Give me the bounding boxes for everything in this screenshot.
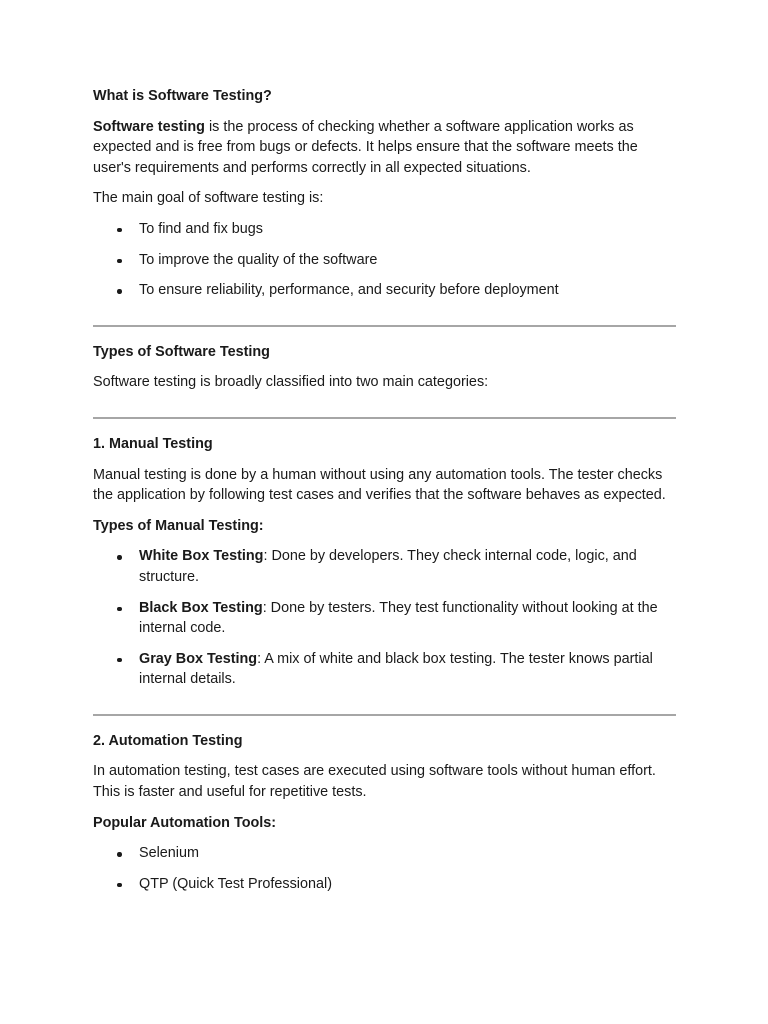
- section-title-manual-testing: 1. Manual Testing: [93, 435, 213, 452]
- list-item: QTP (Quick Test Professional): [93, 874, 676, 895]
- list-item-desc: : Done by developers. They check internal code, logic, and structure.: [139, 548, 637, 585]
- manual-testing-text: Manual testing is done by a human without using any automation tools. The tester checks the application by following test cases and verifies that the software behaves as expected.: [93, 466, 666, 504]
- automation-tools-list: [93, 843, 676, 894]
- section-title-types: Types of Software Testing: [93, 343, 270, 360]
- list-item-term: Black Box Testing: [139, 599, 263, 616]
- list-item: [93, 546, 676, 587]
- list-item: To find and fix bugs: [93, 219, 676, 240]
- section-title-automation-testing: 2. Automation Testing: [93, 732, 243, 749]
- definition-text: is the process of checking whether a software application works as expected and is free from bugs or defects. It helps ensure that the software meets the user's requirements and performs correctly in all expected situations.: [93, 118, 638, 176]
- goals-list: [93, 219, 676, 301]
- horizontal-divider: [93, 417, 676, 419]
- document-page: [93, 86, 676, 894]
- list-item-desc: : A mix of white and black box testing. The tester knows partial internal details.: [139, 650, 653, 688]
- manual-types-subtitle: Types of Manual Testing:: [93, 517, 264, 534]
- list-item: [93, 598, 676, 639]
- automation-tools-subtitle: Popular Automation Tools:: [93, 814, 277, 831]
- section-title-what-is-testing: What is Software Testing?: [93, 88, 272, 104]
- goal-lead-text: The main goal of software testing is:: [93, 190, 324, 207]
- list-item: To ensure reliability, performance, and security before deployment: [93, 280, 676, 301]
- list-item: Selenium: [93, 843, 676, 864]
- list-item-desc: : Done by testers. They test functionality without looking at the internal code.: [139, 599, 658, 637]
- list-item-term: Gray Box Testing: [139, 650, 258, 667]
- manual-types-list: [93, 546, 676, 690]
- list-item-term: White Box Testing: [139, 548, 264, 565]
- definition-paragraph: [93, 117, 676, 179]
- definition-term: Software testing: [93, 118, 205, 135]
- automation-testing-text: In automation testing, test cases are executed using software tools without human effort. This is faster and useful for repetitive tests.: [93, 763, 656, 801]
- types-intro-text: Software testing is broadly classified into two main categories:: [93, 374, 489, 391]
- list-item: [93, 649, 676, 690]
- horizontal-divider: [93, 325, 676, 327]
- list-item: To improve the quality of the software: [93, 250, 676, 271]
- horizontal-divider: [93, 714, 676, 716]
